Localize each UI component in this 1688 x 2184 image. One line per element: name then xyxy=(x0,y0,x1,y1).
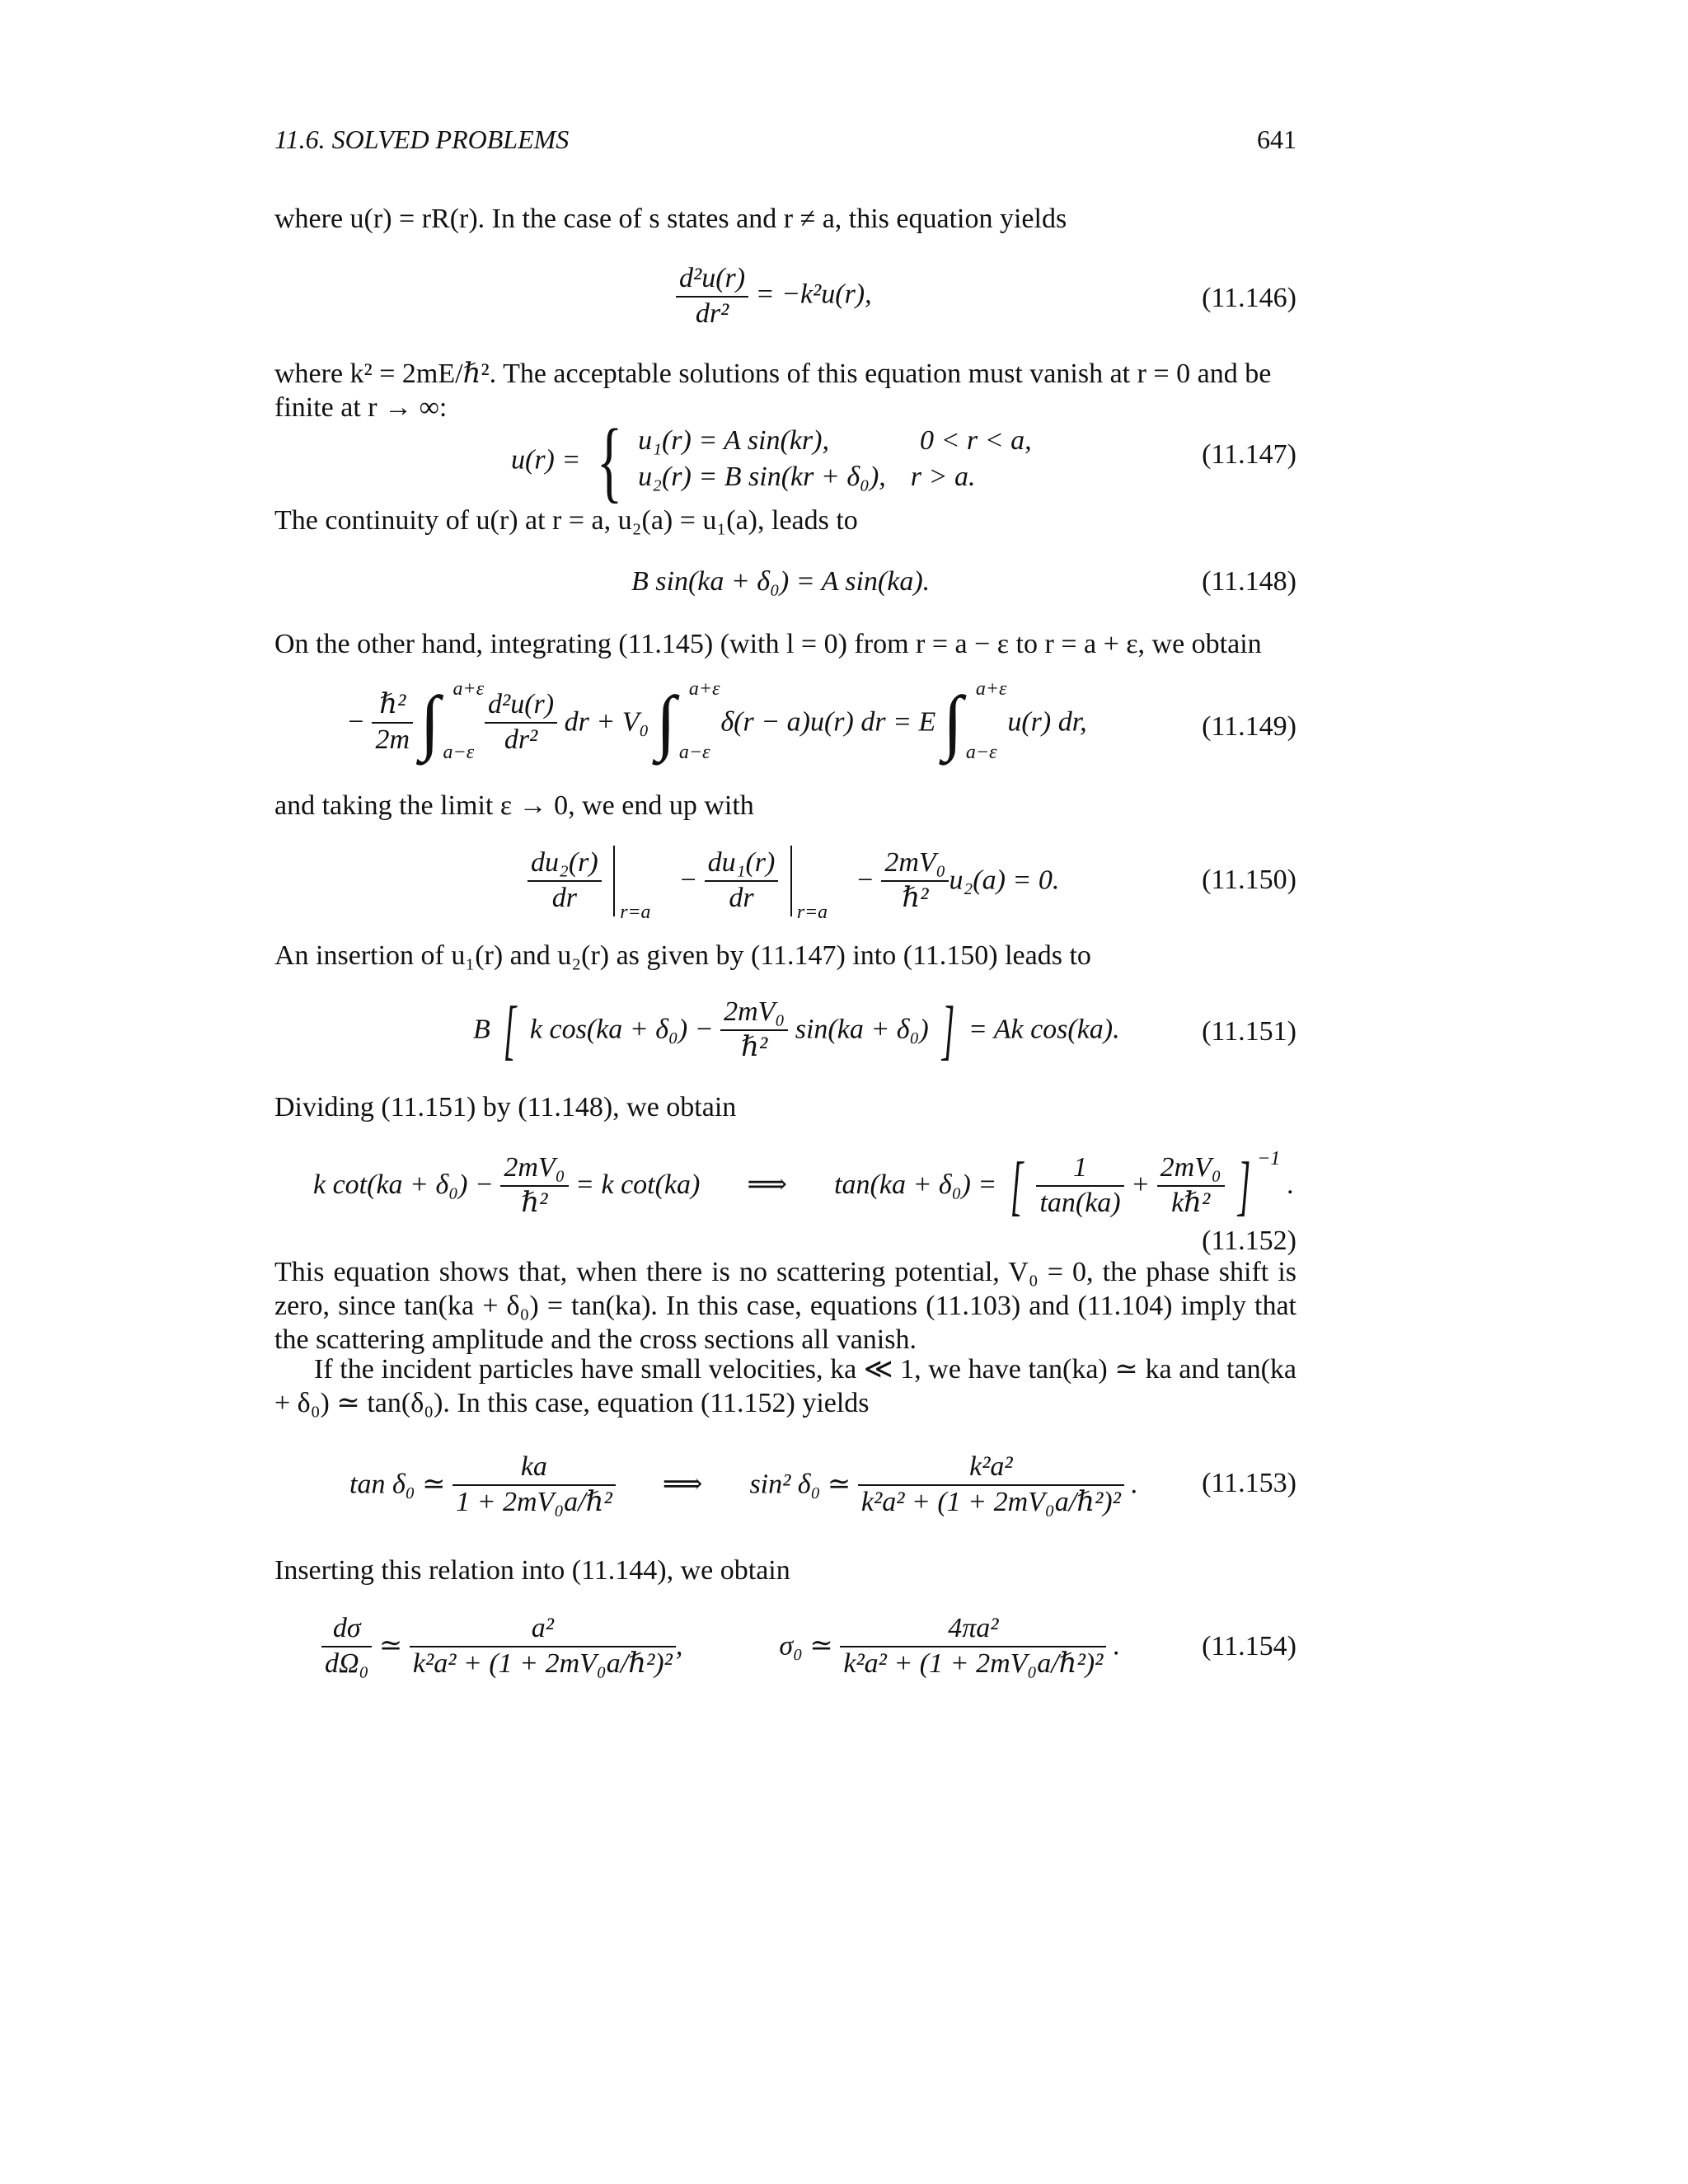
paragraph: where k² = 2mE/ℏ². The acceptable solutions of this equation must vanish at r = 0 and be finite at r → ∞: xyxy=(274,359,1272,423)
equation-11-147: u(r) = { u₁(r) = A sin(kr), 0 < r < a, u₂(r) = B sin(kr + δ₀), r > a. xyxy=(511,410,1032,511)
equation-number: (11.154) xyxy=(1202,1631,1296,1661)
equation-11-151: B [ k cos(ka + δ₀) − $\frac{\text{2mV₀}}{\text{ℏ²}}$ sin(ka + δ₀) ] = Ak cos(ka). xyxy=(473,993,1120,1066)
integral-sign: ∫ a+ε a−ε xyxy=(942,678,1007,764)
equation-11-154: $\frac{d\sigma}{\text{dΩ₀}}$ ≃ $\frac{\text{a²}}{\text{k²a² + (1 + 2mV₀a/ℏ²)²}}$ , σ₀ ≃ $\frac{\text{4πa²}}{\text{k²a² + (1 + 2mV₀a/ℏ²)²}}$ . xyxy=(321,1612,1120,1681)
paragraph: where u(r) = rR(r). In the case of s states and r ≠ a, this equation yields xyxy=(274,204,1067,234)
equation-number: (11.149) xyxy=(1202,711,1296,742)
equation-number: (11.150) xyxy=(1202,865,1296,895)
equation-11-150: $\frac{\text{du₂(r)}}{dr}$ r=a − $\frac{\text{du₁(r)}}{dr}$ r=a − $\frac{\text{2mV₀}}{\text{ℏ²}}$ u₂(a) = 0. xyxy=(528,846,1059,916)
equation-number: (11.153) xyxy=(1202,1468,1296,1498)
equation-11-153: tan δ₀ ≃ $\frac{ka}{\text{1 + 2mV₀a/ℏ²}}$ ⟹ sin² δ₀ ≃ $\frac{\text{k²a²}}{\text{k²a² + (1 + 2mV₀a/ℏ²)²}}$ . xyxy=(349,1451,1138,1517)
page-header xyxy=(274,124,1296,155)
paragraph: If the incident particles have small velocities, ka ≪ 1, we have tan(ka) ≃ ka and tan(ka + δ₀) ≃ tan(δ₀). In this case, equation (11.152) yields xyxy=(274,1354,1296,1418)
paragraph: An insertion of u₁(r) and u₂(r) as given by (11.147) into (11.150) leads to xyxy=(274,940,1091,971)
equation-11-146: $\frac{\text{d²u(r)}}{\text{dr²}}$ = −k²u(r), xyxy=(676,262,872,331)
paragraph: This equation shows that, when there is no scattering potential, V₀ = 0, the phase shift is zero, since tan(ka + δ₀) = tan(ka). In this case, equations (11.103) and (11.104) imply that the scattering amplitude and the cross sections all vanish. xyxy=(274,1257,1296,1355)
page-number: 641 xyxy=(1257,124,1296,154)
paragraph: The continuity of u(r) at r = a, u₂(a) = u₁(a), leads to xyxy=(274,505,858,536)
paragraph: Inserting this relation into (11.144), we obtain xyxy=(274,1555,790,1586)
equation-number: (11.152) xyxy=(1202,1226,1296,1256)
integral-sign: ∫ a+ε a−ε xyxy=(655,678,720,764)
equation-number: (11.148) xyxy=(1202,566,1296,597)
equation-number: (11.147) xyxy=(1202,439,1296,470)
equation-number: (11.151) xyxy=(1202,1016,1296,1047)
running-head: 11.6. SOLVED PROBLEMS xyxy=(274,124,570,154)
equation-11-152: k cot(ka + δ₀) − $\frac{\text{2mV₀}}{\text{ℏ²}}$ = k cot(ka) ⟹ tan(ka + δ₀) = [ $\frac{1}{\tan(ka)}$ + $\frac{\text{2mV₀}}{\text{kℏ²}}$ ] $^{-1}$ . xyxy=(313,1148,1295,1222)
paragraph: Dividing (11.151) by (11.148), we obtain xyxy=(274,1092,737,1122)
equation-number: (11.146) xyxy=(1202,283,1296,313)
integral-sign: ∫ a+ε a−ε xyxy=(420,678,485,764)
paragraph: On the other hand, integrating (11.145) (with l = 0) from r = a − ε to r = a + ε, we obtain xyxy=(274,629,1262,659)
fraction: $\frac{\text{d²u(r)}}{\text{dr²}}$ xyxy=(676,262,748,331)
paragraph: and taking the limit ε → 0, we end up with xyxy=(274,790,754,821)
equation-11-148: B sin(ka + δ₀) = A sin(ka). xyxy=(631,566,931,597)
equation-11-149: − $\frac{\text{ℏ²}}{2m}$ ∫ a+ε a−ε $\frac{\text{d²u(r)}}{\text{dr²}}$ dr + V₀ ∫ a+ε a−ε δ(r − a)u(r) dr = E ∫ a+ε a−ε u(r) dr, xyxy=(346,678,1087,764)
